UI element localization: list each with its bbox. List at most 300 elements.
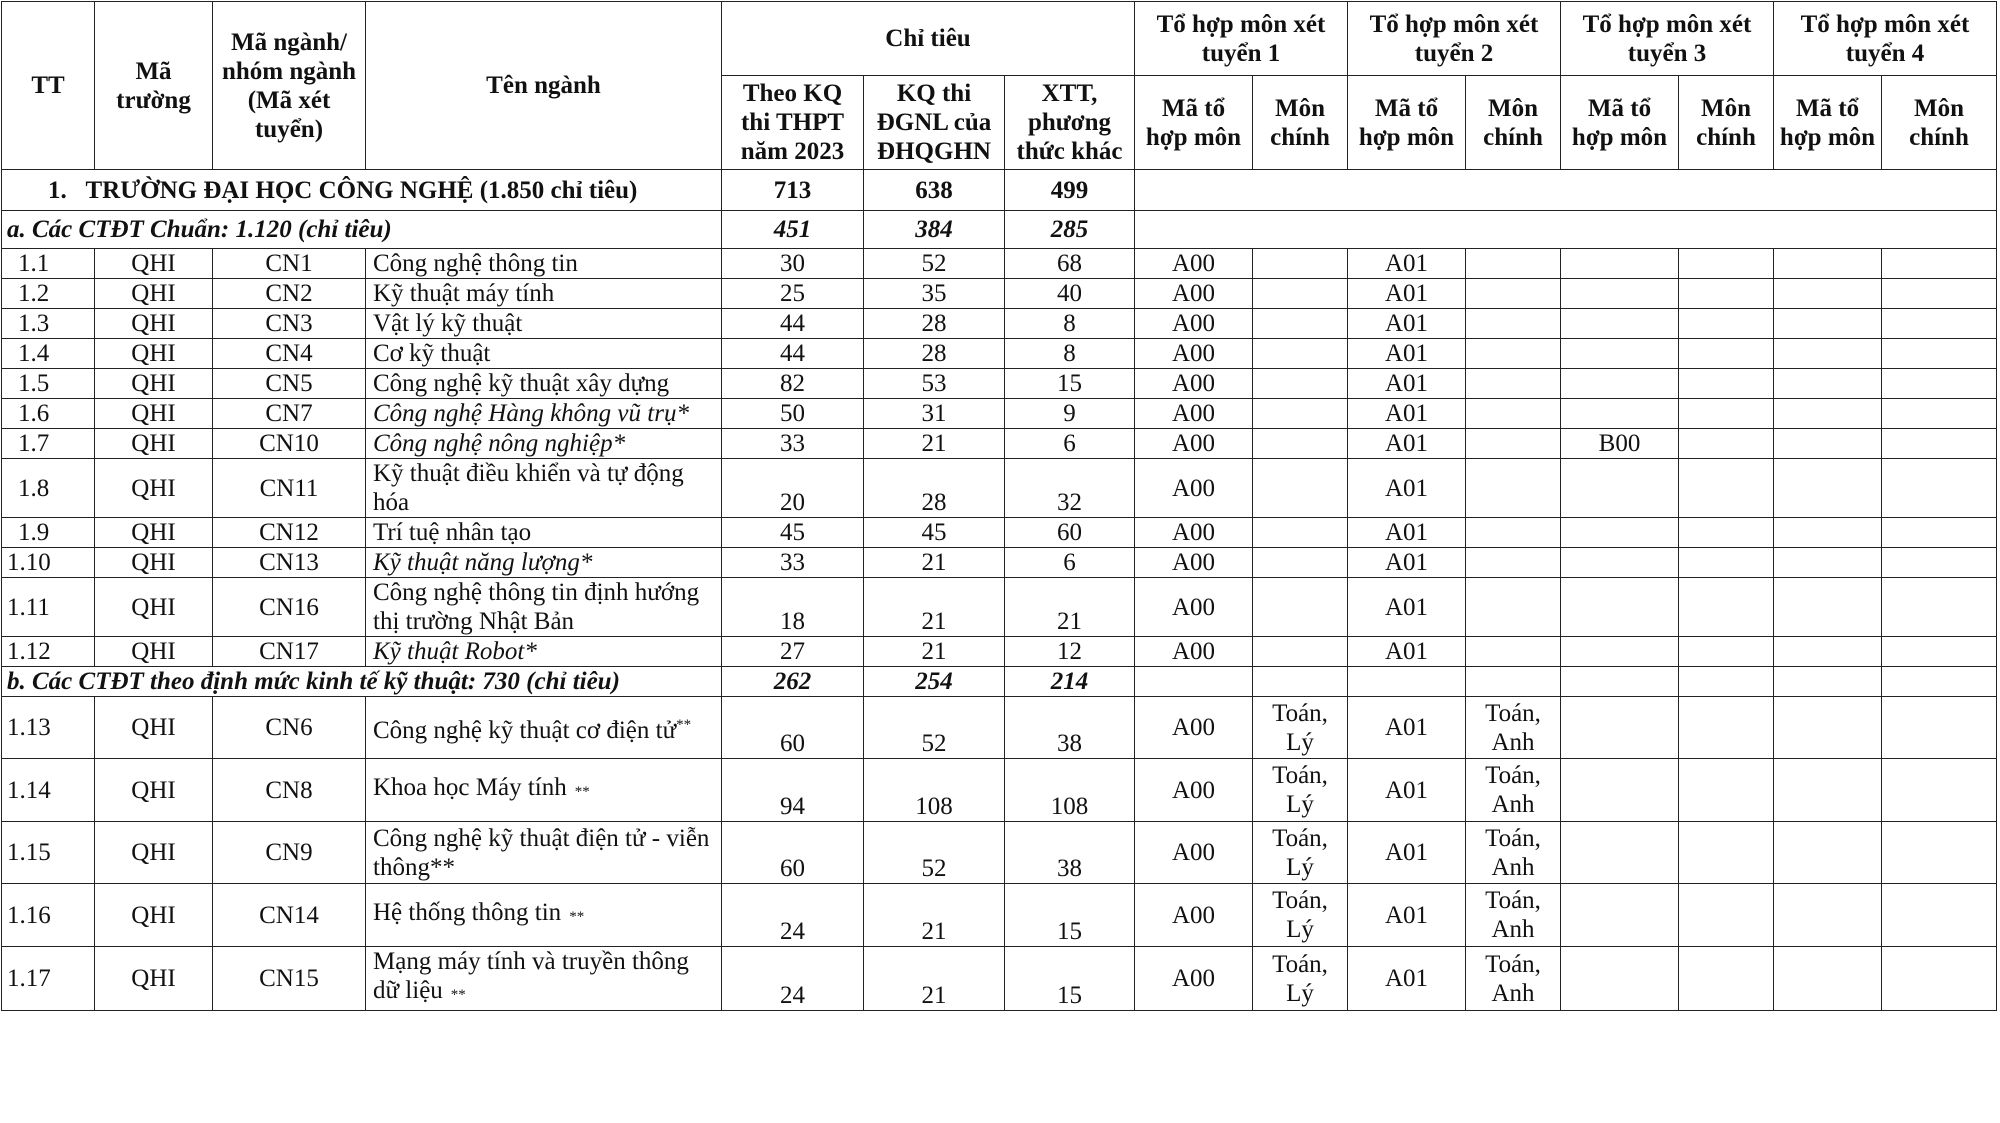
section-b-title: b. Các CTĐT theo định mức kinh tế kỹ thuật: 730 (chỉ tiêu) [2,667,722,697]
row-to-hop-1-mon-chinh: Toán, Lý [1253,759,1348,822]
row-tt: 1.3 [2,309,95,339]
row-to-hop-2-ma: A01 [1348,249,1466,279]
row-to-hop-2-ma: A01 [1348,697,1466,759]
row-to-hop-3-mon-chinh [1679,249,1774,279]
row-chi-tieu-xtt: 8 [1005,309,1135,339]
row-to-hop-3-mon-chinh [1679,369,1774,399]
row-to-hop-4-mon-chinh [1882,339,1997,369]
row-ten-nganh-marker: ** [676,716,692,733]
row-to-hop-1-mon-chinh [1253,578,1348,637]
row-ma-nganh: CN8 [213,759,366,822]
row-ten-nganh-cell [366,947,722,1011]
row-chi-tieu-thpt: 33 [722,429,864,459]
row-to-hop-1-mon-chinh [1253,637,1348,667]
row-ma-nganh: CN9 [213,822,366,884]
row-ma-truong: QHI [95,309,213,339]
row-to-hop-4-mon-chinh [1882,884,1997,947]
row-tt: 1.11 [2,578,95,637]
row-ten-nganh: Kỹ thuật năng lượng* [373,549,593,576]
row-to-hop-2-mon-chinh [1466,578,1561,637]
row-to-hop-3-mon-chinh [1679,339,1774,369]
row-ma-nganh: CN14 [213,884,366,947]
table-row [2,578,1997,637]
row-ten-nganh-cell [366,548,722,578]
section-b-empty-cell [1679,667,1774,697]
row-ma-nganh: CN17 [213,637,366,667]
header-to-hop-3: Tổ hợp môn xét tuyển 3 [1561,2,1774,76]
row-ma-nganh: CN2 [213,279,366,309]
table-body [2,170,1997,1011]
row-chi-tieu-xtt: 6 [1005,429,1135,459]
table-row [2,759,1997,822]
row-ma-truong: QHI [95,637,213,667]
row-to-hop-3-mon-chinh [1679,947,1774,1011]
row-chi-tieu-dgnl: 21 [864,429,1005,459]
row-to-hop-1-mon-chinh [1253,399,1348,429]
header-mon-chinh-4: Môn chính [1882,76,1997,170]
table-header [2,2,1997,170]
university-thpt: 713 [722,170,864,211]
row-ma-truong: QHI [95,369,213,399]
row-chi-tieu-thpt: 24 [722,947,864,1011]
header-chi-tieu-xtt: XTT, phương thức khác [1005,76,1135,170]
row-to-hop-4-mon-chinh [1882,759,1997,822]
row-to-hop-3-ma [1561,459,1679,518]
row-tt: 1.12 [2,637,95,667]
row-to-hop-1-ma: A00 [1135,759,1253,822]
row-chi-tieu-xtt: 38 [1005,697,1135,759]
row-to-hop-2-mon-chinh: Toán, Anh [1466,822,1561,884]
row-to-hop-3-mon-chinh [1679,697,1774,759]
row-ma-truong: QHI [95,399,213,429]
row-to-hop-3-mon-chinh [1679,759,1774,822]
university-number: 1. [48,176,67,204]
row-chi-tieu-thpt: 24 [722,884,864,947]
row-ten-nganh-cell [366,759,722,822]
row-to-hop-1-mon-chinh: Toán, Lý [1253,822,1348,884]
header-ma-to-hop-4: Mã tổ hợp môn [1774,76,1882,170]
row-ma-truong: QHI [95,459,213,518]
row-ten-nganh: Mạng máy tính và truyền thông dữ liệu [373,948,689,1004]
row-to-hop-2-mon-chinh [1466,429,1561,459]
row-ma-truong: QHI [95,578,213,637]
row-chi-tieu-xtt: 15 [1005,884,1135,947]
row-to-hop-4-mon-chinh [1882,399,1997,429]
row-to-hop-3-ma [1561,369,1679,399]
row-to-hop-1-ma: A00 [1135,339,1253,369]
table-row [2,947,1997,1011]
row-chi-tieu-dgnl: 21 [864,548,1005,578]
row-tt: 1.14 [2,759,95,822]
row-to-hop-3-mon-chinh [1679,578,1774,637]
row-ten-nganh-cell [366,279,722,309]
row-ten-nganh: Trí tuệ nhân tạo [373,519,532,546]
row-to-hop-4-mon-chinh [1882,548,1997,578]
row-chi-tieu-xtt: 8 [1005,339,1135,369]
row-tt: 1.8 [2,459,95,518]
table-row [2,369,1997,399]
row-to-hop-3-mon-chinh [1679,548,1774,578]
row-to-hop-2-ma: A01 [1348,578,1466,637]
row-to-hop-1-mon-chinh [1253,339,1348,369]
row-to-hop-1-ma: A00 [1135,369,1253,399]
row-to-hop-3-mon-chinh [1679,429,1774,459]
row-ten-nganh-cell [366,884,722,947]
table-row [2,637,1997,667]
row-to-hop-3-ma [1561,697,1679,759]
table-row [2,339,1997,369]
row-tt: 1.9 [2,518,95,548]
row-to-hop-3-mon-chinh [1679,459,1774,518]
row-ma-truong: QHI [95,548,213,578]
row-ma-truong: QHI [95,822,213,884]
row-ten-nganh-marker: ** [574,784,590,800]
row-chi-tieu-xtt: 15 [1005,947,1135,1011]
row-ten-nganh: Kỹ thuật điều khiển và tự động hóa [373,460,684,516]
table-row [2,518,1997,548]
row-to-hop-1-mon-chinh [1253,548,1348,578]
university-name: TRƯỜNG ĐẠI HỌC CÔNG NGHỆ (1.850 chỉ tiêu) [85,176,638,204]
row-ma-nganh: CN1 [213,249,366,279]
row-tt: 1.6 [2,399,95,429]
row-chi-tieu-xtt: 68 [1005,249,1135,279]
row-chi-tieu-thpt: 50 [722,399,864,429]
row-ma-truong: QHI [95,947,213,1011]
row-ten-nganh-cell [366,369,722,399]
row-to-hop-4-ma [1774,459,1882,518]
row-chi-tieu-thpt: 25 [722,279,864,309]
row-ten-nganh-cell [366,578,722,637]
row-ten-nganh-cell [366,697,722,759]
header-to-hop-4: Tổ hợp môn xét tuyển 4 [1774,2,1997,76]
row-to-hop-3-ma [1561,518,1679,548]
row-ma-nganh: CN3 [213,309,366,339]
row-to-hop-3-mon-chinh [1679,822,1774,884]
table-row [2,548,1997,578]
row-chi-tieu-dgnl: 21 [864,947,1005,1011]
row-to-hop-4-ma [1774,759,1882,822]
row-chi-tieu-thpt: 44 [722,309,864,339]
section-b-empty-cell [1774,667,1882,697]
row-to-hop-2-mon-chinh [1466,399,1561,429]
row-to-hop-2-ma: A01 [1348,399,1466,429]
header-mon-chinh-3: Môn chính [1679,76,1774,170]
table-row [2,697,1997,759]
row-to-hop-1-mon-chinh: Toán, Lý [1253,947,1348,1011]
row-ma-truong: QHI [95,697,213,759]
header-tt: TT [2,2,95,170]
row-to-hop-2-ma: A01 [1348,339,1466,369]
row-to-hop-2-mon-chinh: Toán, Anh [1466,759,1561,822]
row-to-hop-1-ma: A00 [1135,399,1253,429]
row-ten-nganh: Khoa học Máy tính [373,774,567,801]
header-ma-to-hop-2: Mã tổ hợp môn [1348,76,1466,170]
row-to-hop-1-ma: A00 [1135,249,1253,279]
university-dgnl: 638 [864,170,1005,211]
row-ten-nganh-marker: ** [569,909,585,925]
row-to-hop-4-ma [1774,548,1882,578]
row-to-hop-2-mon-chinh [1466,518,1561,548]
row-to-hop-4-mon-chinh [1882,947,1997,1011]
header-ma-truong: Mã trường [95,2,213,170]
row-to-hop-2-mon-chinh [1466,279,1561,309]
table-row [2,279,1997,309]
row-to-hop-4-ma [1774,369,1882,399]
section-b-empty-cell [1561,667,1679,697]
row-ten-nganh-cell [366,429,722,459]
row-to-hop-4-ma [1774,339,1882,369]
row-to-hop-3-ma [1561,548,1679,578]
row-to-hop-4-mon-chinh [1882,697,1997,759]
row-chi-tieu-thpt: 45 [722,518,864,548]
section-b-empty-cell [1466,667,1561,697]
row-ma-nganh: CN7 [213,399,366,429]
row-chi-tieu-dgnl: 28 [864,459,1005,518]
row-to-hop-3-ma [1561,339,1679,369]
row-to-hop-1-mon-chinh [1253,518,1348,548]
row-to-hop-2-mon-chinh [1466,339,1561,369]
row-chi-tieu-thpt: 33 [722,548,864,578]
row-to-hop-3-ma [1561,947,1679,1011]
row-ten-nganh-cell [366,339,722,369]
row-to-hop-3-ma [1561,884,1679,947]
row-to-hop-4-mon-chinh [1882,822,1997,884]
row-to-hop-4-mon-chinh [1882,429,1997,459]
table-row [2,399,1997,429]
row-ten-nganh-cell [366,822,722,884]
row-ma-nganh: CN12 [213,518,366,548]
section-a-empty-cell [1135,211,1997,249]
row-to-hop-4-mon-chinh [1882,309,1997,339]
row-chi-tieu-xtt: 9 [1005,399,1135,429]
row-ma-nganh: CN5 [213,369,366,399]
row-to-hop-3-ma [1561,279,1679,309]
row-to-hop-4-ma [1774,399,1882,429]
row-ten-nganh: Kỹ thuật máy tính [373,280,555,307]
university-empty-cell [1135,170,1997,211]
row-to-hop-3-ma [1561,578,1679,637]
row-chi-tieu-xtt: 6 [1005,548,1135,578]
row-to-hop-4-ma [1774,309,1882,339]
row-to-hop-2-ma: A01 [1348,429,1466,459]
row-ma-nganh: CN10 [213,429,366,459]
row-to-hop-4-mon-chinh [1882,369,1997,399]
row-ten-nganh: Công nghệ thông tin [373,250,578,277]
row-chi-tieu-dgnl: 108 [864,759,1005,822]
row-tt: 1.17 [2,947,95,1011]
row-to-hop-3-mon-chinh [1679,518,1774,548]
row-ten-nganh-cell [366,249,722,279]
row-to-hop-1-mon-chinh [1253,249,1348,279]
header-to-hop-1: Tổ hợp môn xét tuyển 1 [1135,2,1348,76]
header-ten-nganh: Tên ngành [366,2,722,170]
row-to-hop-1-ma: A00 [1135,697,1253,759]
row-tt: 1.13 [2,697,95,759]
university-row [2,170,1997,211]
row-to-hop-3-ma [1561,759,1679,822]
row-to-hop-3-mon-chinh [1679,637,1774,667]
row-to-hop-2-mon-chinh [1466,369,1561,399]
row-to-hop-2-mon-chinh [1466,309,1561,339]
university-title-cell [2,170,722,211]
row-ma-truong: QHI [95,518,213,548]
row-to-hop-2-mon-chinh [1466,459,1561,518]
row-to-hop-1-ma: A00 [1135,578,1253,637]
row-to-hop-4-ma [1774,884,1882,947]
row-ten-nganh: Vật lý kỹ thuật [373,310,523,337]
row-to-hop-4-mon-chinh [1882,637,1997,667]
row-ten-nganh-marker: ** [450,987,466,1003]
row-tt: 1.16 [2,884,95,947]
row-to-hop-4-ma [1774,947,1882,1011]
row-to-hop-2-ma: A01 [1348,884,1466,947]
row-to-hop-4-mon-chinh [1882,249,1997,279]
row-to-hop-1-mon-chinh [1253,429,1348,459]
header-mon-chinh-2: Môn chính [1466,76,1561,170]
row-ma-nganh: CN4 [213,339,366,369]
row-ten-nganh: Cơ kỹ thuật [373,340,491,367]
row-to-hop-4-ma [1774,697,1882,759]
row-tt: 1.5 [2,369,95,399]
row-ma-truong: QHI [95,429,213,459]
row-ten-nganh: Công nghệ kỹ thuật điện tử - viễn thông** [373,824,710,881]
row-to-hop-3-ma [1561,822,1679,884]
row-to-hop-1-mon-chinh [1253,369,1348,399]
table-row [2,249,1997,279]
row-ten-nganh: Công nghệ Hàng không vũ trụ* [373,400,689,427]
row-chi-tieu-xtt: 38 [1005,822,1135,884]
row-ten-nganh-cell [366,399,722,429]
row-to-hop-2-ma: A01 [1348,279,1466,309]
section-b-empty-cell [1348,667,1466,697]
row-ma-nganh: CN16 [213,578,366,637]
section-b-thpt: 262 [722,667,864,697]
row-ma-nganh: CN11 [213,459,366,518]
row-to-hop-4-mon-chinh [1882,578,1997,637]
row-to-hop-2-ma: A01 [1348,759,1466,822]
table-row [2,822,1997,884]
header-chi-tieu: Chỉ tiêu [722,2,1135,76]
row-chi-tieu-xtt: 60 [1005,518,1135,548]
section-a-row [2,211,1997,249]
row-ten-nganh-cell [366,637,722,667]
row-to-hop-1-ma: A00 [1135,548,1253,578]
section-a-title: a. Các CTĐT Chuẩn: 1.120 (chỉ tiêu) [2,211,722,249]
row-chi-tieu-thpt: 20 [722,459,864,518]
university-xtt: 499 [1005,170,1135,211]
admission-quota-table [1,1,1997,1011]
row-to-hop-1-ma: A00 [1135,637,1253,667]
row-chi-tieu-xtt: 108 [1005,759,1135,822]
row-to-hop-4-mon-chinh [1882,279,1997,309]
row-to-hop-4-mon-chinh [1882,459,1997,518]
row-to-hop-4-ma [1774,429,1882,459]
header-chi-tieu-thpt: Theo KQ thi THPT năm 2023 [722,76,864,170]
row-to-hop-4-mon-chinh [1882,518,1997,548]
section-a-dgnl: 384 [864,211,1005,249]
row-ten-nganh: Công nghệ kỹ thuật xây dựng [373,370,670,397]
table-row [2,429,1997,459]
row-chi-tieu-dgnl: 52 [864,249,1005,279]
row-chi-tieu-thpt: 18 [722,578,864,637]
section-b-empty-cell [1253,667,1348,697]
row-tt: 1.15 [2,822,95,884]
row-to-hop-3-ma [1561,399,1679,429]
row-to-hop-1-mon-chinh [1253,459,1348,518]
row-ten-nganh: Hệ thống thông tin [373,899,562,926]
header-ma-to-hop-1: Mã tổ hợp môn [1135,76,1253,170]
row-to-hop-2-mon-chinh [1466,249,1561,279]
row-ma-nganh: CN6 [213,697,366,759]
row-chi-tieu-dgnl: 53 [864,369,1005,399]
header-to-hop-2: Tổ hợp môn xét tuyển 2 [1348,2,1561,76]
section-a-thpt: 451 [722,211,864,249]
row-to-hop-1-ma: A00 [1135,459,1253,518]
header-mon-chinh-1: Môn chính [1253,76,1348,170]
row-to-hop-1-ma: A00 [1135,279,1253,309]
row-to-hop-4-ma [1774,822,1882,884]
row-to-hop-1-mon-chinh [1253,309,1348,339]
row-to-hop-4-ma [1774,279,1882,309]
section-b-empty-cell [1882,667,1997,697]
row-chi-tieu-dgnl: 45 [864,518,1005,548]
row-ten-nganh: Công nghệ kỹ thuật cơ điện tử [373,716,677,744]
row-to-hop-1-ma: A00 [1135,518,1253,548]
row-chi-tieu-xtt: 32 [1005,459,1135,518]
row-to-hop-3-ma [1561,309,1679,339]
row-tt: 1.1 [2,249,95,279]
row-to-hop-3-ma [1561,637,1679,667]
row-to-hop-2-mon-chinh: Toán, Anh [1466,884,1561,947]
row-to-hop-2-ma: A01 [1348,548,1466,578]
row-chi-tieu-thpt: 44 [722,339,864,369]
row-to-hop-3-mon-chinh [1679,884,1774,947]
row-chi-tieu-thpt: 60 [722,697,864,759]
section-b-xtt: 214 [1005,667,1135,697]
row-to-hop-4-ma [1774,249,1882,279]
table-row [2,884,1997,947]
row-tt: 1.10 [2,548,95,578]
row-chi-tieu-thpt: 94 [722,759,864,822]
row-to-hop-2-ma: A01 [1348,822,1466,884]
row-chi-tieu-xtt: 12 [1005,637,1135,667]
row-chi-tieu-dgnl: 21 [864,578,1005,637]
row-ten-nganh: Công nghệ nông nghiệp* [373,430,626,457]
row-chi-tieu-dgnl: 28 [864,339,1005,369]
header-chi-tieu-dgnl: KQ thi ĐGNL của ĐHQGHN [864,76,1005,170]
row-to-hop-2-mon-chinh: Toán, Anh [1466,697,1561,759]
row-to-hop-1-mon-chinh [1253,279,1348,309]
row-to-hop-4-ma [1774,637,1882,667]
row-ten-nganh: Công nghệ thông tin định hướng thị trường Nhật Bản [373,579,700,635]
row-chi-tieu-dgnl: 52 [864,822,1005,884]
row-to-hop-2-ma: A01 [1348,369,1466,399]
row-ten-nganh-cell [366,459,722,518]
row-to-hop-2-ma: A01 [1348,518,1466,548]
row-to-hop-1-ma: A00 [1135,309,1253,339]
table-row [2,459,1997,518]
row-to-hop-1-ma: A00 [1135,822,1253,884]
row-chi-tieu-thpt: 27 [722,637,864,667]
row-to-hop-3-mon-chinh [1679,279,1774,309]
row-ma-nganh: CN15 [213,947,366,1011]
section-b-row [2,667,1997,697]
row-to-hop-3-mon-chinh [1679,309,1774,339]
row-chi-tieu-thpt: 82 [722,369,864,399]
row-to-hop-1-mon-chinh: Toán, Lý [1253,697,1348,759]
row-to-hop-1-mon-chinh: Toán, Lý [1253,884,1348,947]
row-chi-tieu-xtt: 40 [1005,279,1135,309]
